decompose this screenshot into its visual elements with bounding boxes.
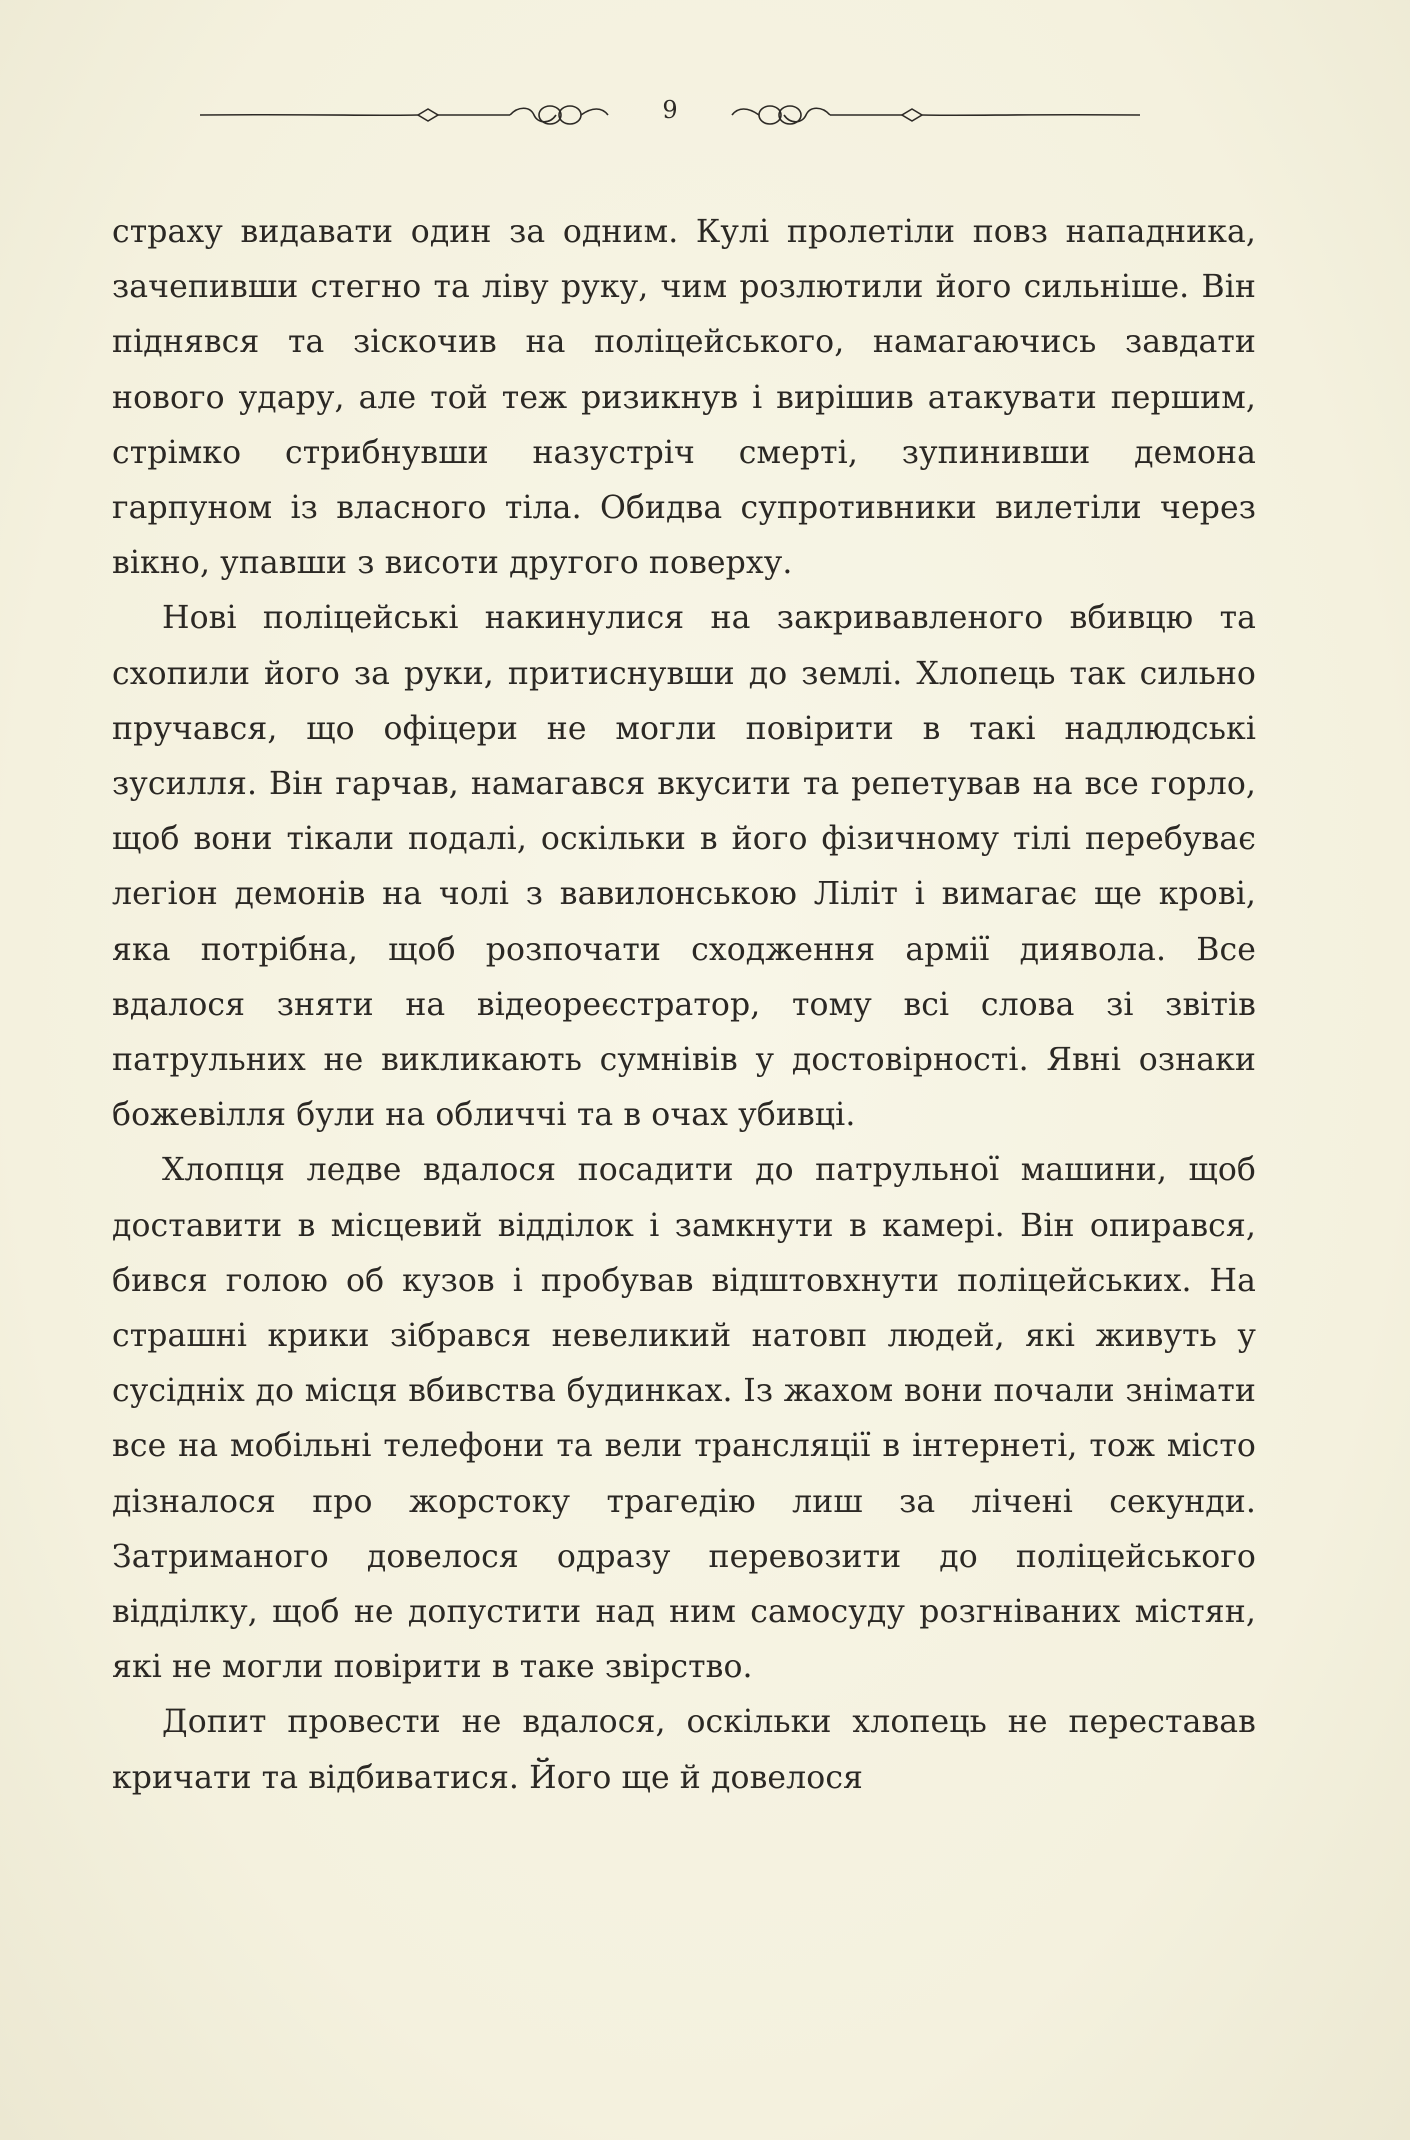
- paragraph-1: страху видавати один за одним. Кулі пролетіли повз нападника, зачепивши стегно та ліву руку, чим розлютили його сильніше. Він піднявся та зіскочив на поліцейського, намагаючись завдати нового удару, але той теж ризикнув і вирішив атакувати першим, стрімко стрибнувши назустріч смерті, зупинивши демона гарпуном із власного тіла. Обидва супротивники вилетіли через вікно, упавши з висоти другого поверху.: [112, 214, 1256, 582]
- paragraph-3: Хлопця ледве вдалося посадити до патрульної машини, щоб доставити в місцевий відділок і замкнути в камері. Він опирався, бився голою об кузов і пробував відштовхнути поліцейських. На страшні крики зібрався невеликий натовп людей, які живуть у сусідніх до місця вбивства будинках. Із жахом вони почали знімати все на мобільні телефони та вели трансляції в інтернеті, тож місто дізналося про жорстоку трагедію лиш за лічені секунди. Затриманого довелося одразу перевозити до поліцейського відділку, щоб не допустити над ним самосуду розгніваних містян, які не могли повірити в таке звірство.: [112, 1152, 1256, 1686]
- ornament-left-icon: [200, 90, 620, 140]
- paragraph-2: Нові поліцейські накинулися на закривавленого вбивцю та схопили його за руки, притиснувши до землі. Хлопець так сильно пручався, що офіцери не могли повірити в такі надлюдські зусилля. Він гарчав, намагався вкусити та репетував на все горло, щоб вони тікали подалі, оскільки в його фізичному тілі перебуває легіон демонів на чолі з вавилонською Ліліт і вимагає ще крові, яка потрібна, щоб розпочати сходження армії диявола. Все вдалося зняти на відеореєстратор, тому всі слова зі звітів патрульних не викликають сумнівів у достовірності. Явні ознаки божевілля були на обличчі та в очах убивці.: [112, 600, 1256, 1134]
- page-number: 9: [662, 96, 678, 124]
- body-text: [112, 205, 1256, 1806]
- ornament-right-icon: [720, 90, 1140, 140]
- page-header: [200, 90, 1140, 140]
- paragraph-4: Допит провести не вдалося, оскільки хлопець не переставав кричати та відбиватися. Його ще й довелося: [112, 1704, 1256, 1796]
